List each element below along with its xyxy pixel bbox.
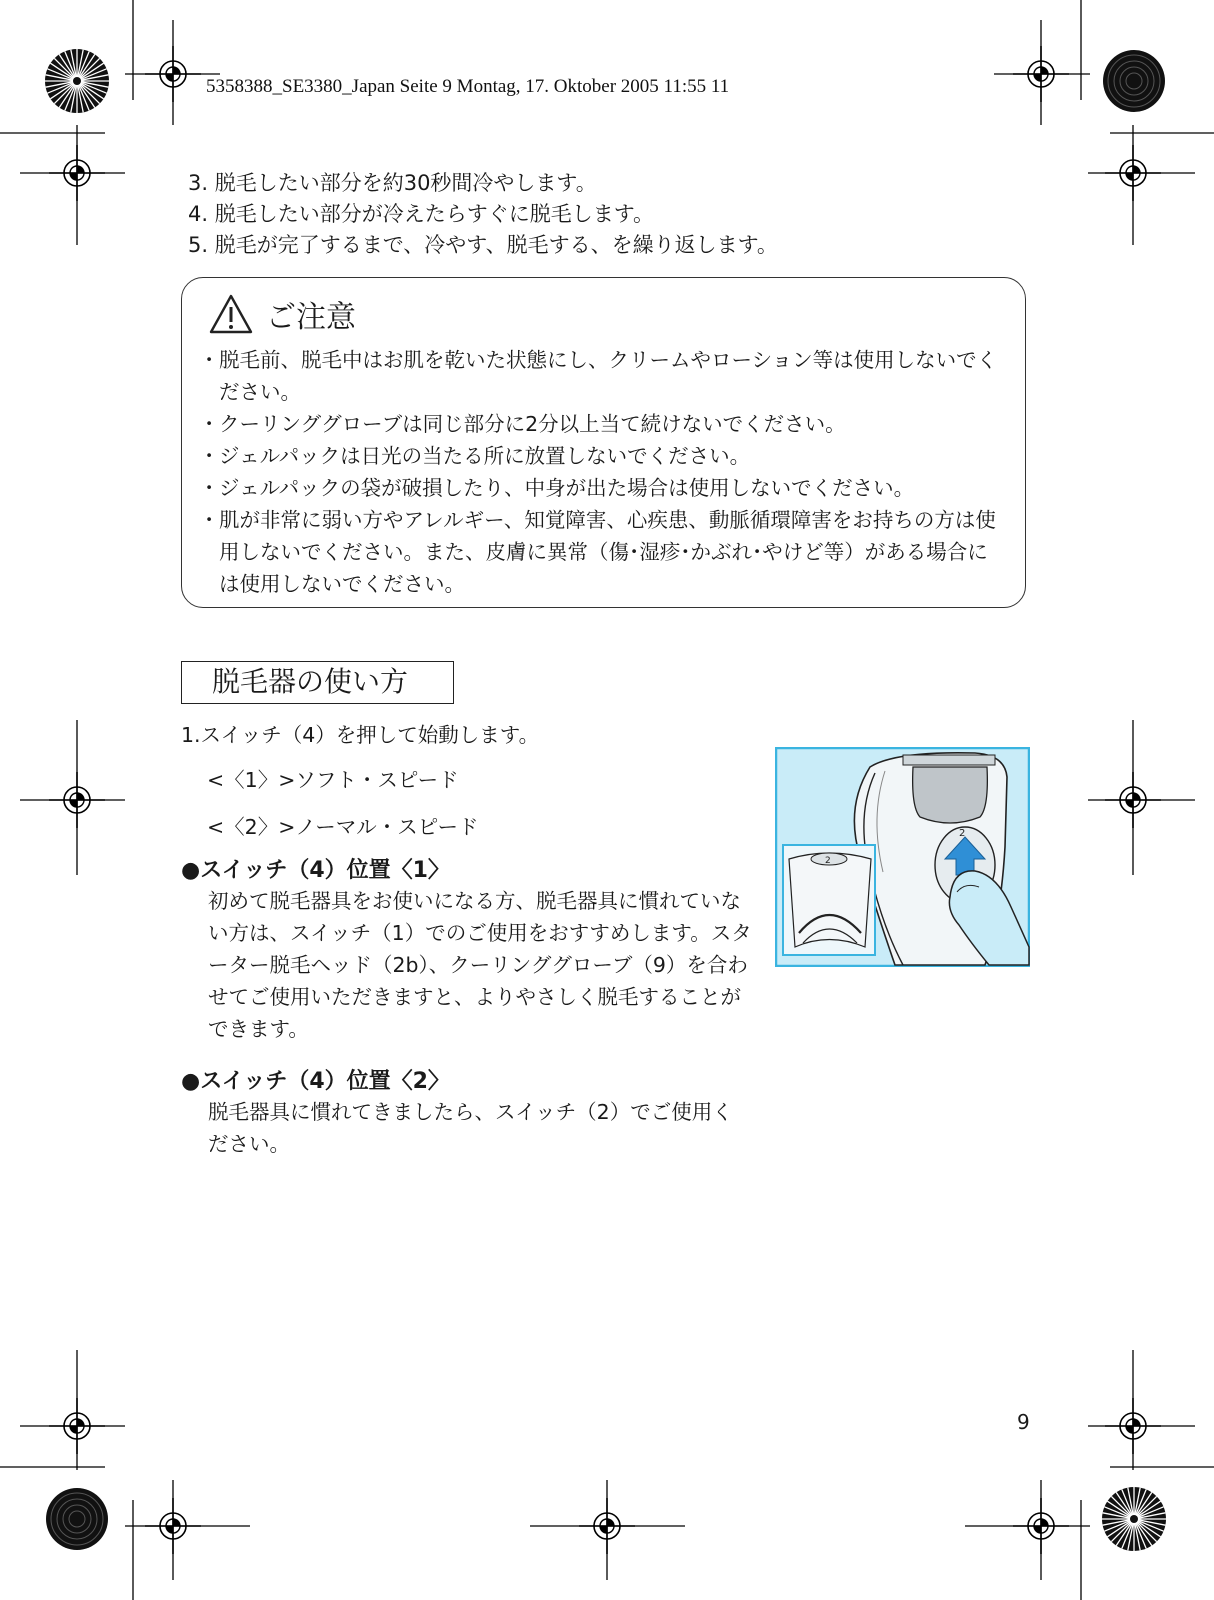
step-item: 3. 脱毛したい部分を約30秒間冷やします。 <box>188 171 597 195</box>
switch-1-text: 初めて脱毛器具をお使いになる方、脱毛器具に慣れていない方は、スイッチ（1）でのご使用をおすすめします。スターター脱毛ヘッド（2b）、クーリンググローブ（9）を合わせてご使用いただきますと、よりやさしく脱毛することができます。 <box>208 889 752 1041</box>
caution-item: ･ ジェルパックの袋が破損したり、中身が出た場合は使用しないでください。 <box>206 472 1006 504</box>
caution-box <box>181 277 1026 608</box>
epilator-illustration <box>775 747 1030 967</box>
caution-item: ･ クーリンググローブは同じ部分に2分以上当て続けないでください。 <box>206 408 1006 440</box>
step-item: 5. 脱毛が完了するまで、冷やす、脱毛する、を繰り返します。 <box>188 233 778 257</box>
caution-heading <box>208 292 356 336</box>
caution-item: ･ ジェルパックは日光の当たる所に放置しないでください。 <box>206 440 1006 472</box>
switch-2-text: 脱毛器具に慣れてきましたら、スイッチ（2）でご使用ください。 <box>208 1100 733 1156</box>
step-item: 4. 脱毛したい部分が冷えたらすぐに脱毛します。 <box>188 202 655 226</box>
mode-normal-speed: <〈2〉>ノーマル・スピード <box>207 815 479 839</box>
dial-label: 2 <box>959 828 966 839</box>
print-slug: 5358388_SE3380_Japan Seite 9 Montag, 17. Oktober 2005 11:55 11 <box>206 76 730 97</box>
section-title: 脱毛器の使い方 <box>181 661 454 704</box>
caution-list <box>206 344 1006 600</box>
page-number: 9 <box>1017 1410 1030 1434</box>
usage-step-1: 1.スイッチ（4）を押して始動します。 <box>181 723 540 747</box>
caution-item: ･ 肌が非常に弱い方やアレルギー、知覚障害、心疾患、動脈循環障害をお持ちの方は使用しないでください。また、皮膚に異常（傷･湿疹･かぶれ･やけど等）がある場合には使用しないでください。 <box>206 504 1006 600</box>
step-list <box>188 168 778 261</box>
mode-soft-speed: <〈1〉>ソフト・スピード <box>207 768 459 792</box>
warning-triangle-icon <box>208 293 254 335</box>
caution-title: ご注意 <box>266 300 356 335</box>
caution-item: ･ 脱毛前、脱毛中はお肌を乾いた状態にし、クリームやローション等は使用しないでください。 <box>206 344 1006 408</box>
inset-dial-label: 2 <box>825 856 831 866</box>
switch-1-heading: ●スイッチ（4）位置〈1〉 <box>181 858 450 883</box>
switch-2-heading: ●スイッチ（4）位置〈2〉 <box>181 1069 450 1094</box>
